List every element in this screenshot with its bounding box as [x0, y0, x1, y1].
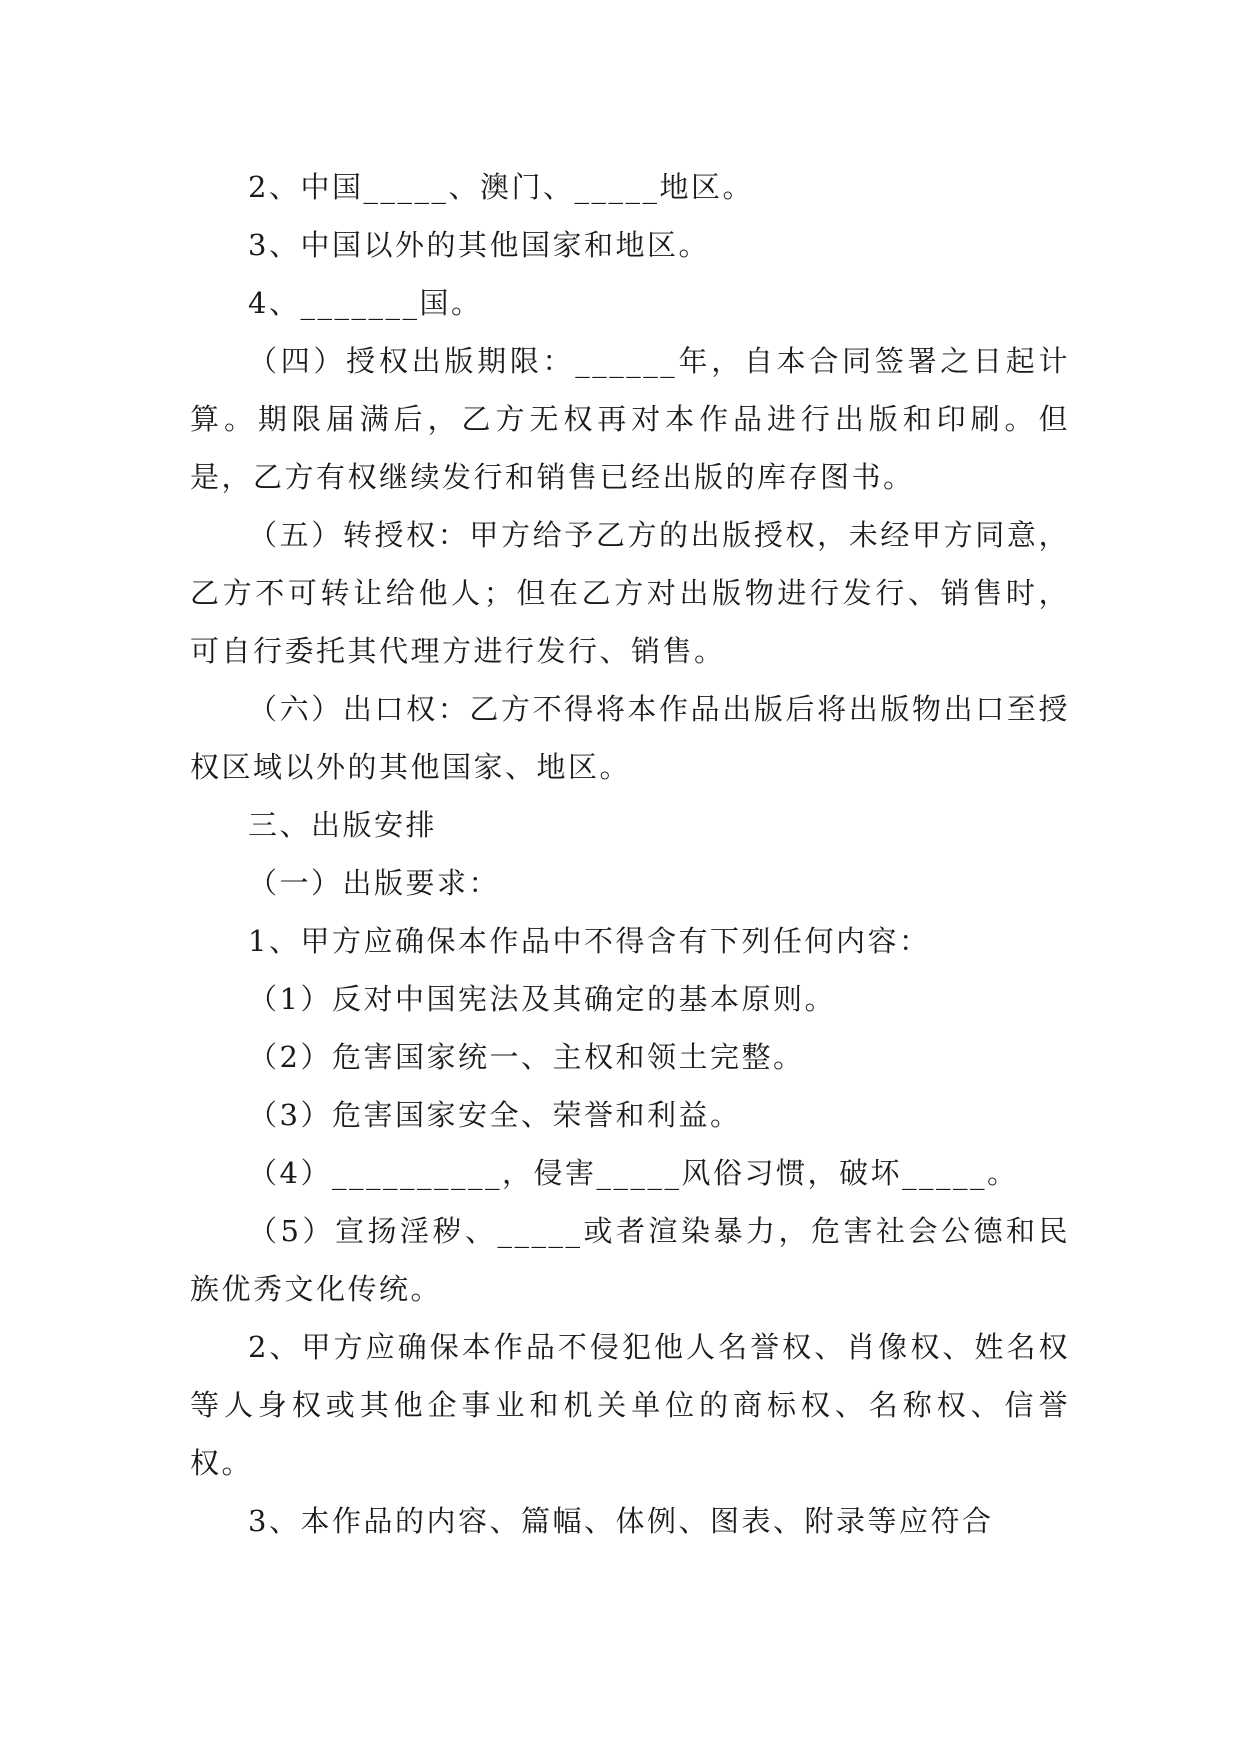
document-body — [190, 158, 1070, 1550]
list-item: （3）危害国家安全、荣誉和利益。 — [248, 1098, 742, 1132]
paragraph: （六）出口权：乙方不得将本作品出版后将出版物出口至授权区域以外的其他国家、地区。 — [190, 692, 1070, 784]
paragraph: 3、本作品的内容、篇幅、体例、图表、附录等应符合 — [248, 1504, 994, 1538]
paragraph: （五）转授权：甲方给予乙方的出版授权，未经甲方同意，乙方不可转让给他人；但在乙方对出版物进行发行、销售时，可自行委托其代理方进行发行、销售。 — [190, 518, 1070, 668]
list-item: （4）__________，侵害_____风俗习惯，破坏_____。 — [248, 1156, 1019, 1190]
list-item: （2）危害国家统一、主权和领土完整。 — [248, 1040, 805, 1074]
paragraph: 2、中国_____、澳门、_____地区。 — [248, 170, 754, 204]
list-item: （5）宣扬淫秽、_____或者渲染暴力，危害社会公德和民族优秀文化传统。 — [190, 1214, 1070, 1306]
subsection-heading: （一）出版要求： — [248, 866, 501, 900]
paragraph: （四）授权出版期限：______年，自本合同签署之日起计算。期限届满后，乙方无权再对本作品进行出版和印刷。但是，乙方有权继续发行和销售已经出版的库存图书。 — [190, 344, 1070, 494]
paragraph: 3、中国以外的其他国家和地区。 — [248, 228, 710, 262]
section-heading: 三、出版安排 — [248, 808, 438, 842]
paragraph: 2、甲方应确保本作品不侵犯他人名誉权、肖像权、姓名权等人身权或其他企事业和机关单位的商标权、名称权、信誉权。 — [190, 1330, 1070, 1480]
paragraph: 4、_______国。 — [248, 286, 483, 320]
paragraph: 1、甲方应确保本作品中不得含有下列任何内容： — [248, 924, 931, 958]
list-item: （1）反对中国宪法及其确定的基本原则。 — [248, 982, 836, 1016]
